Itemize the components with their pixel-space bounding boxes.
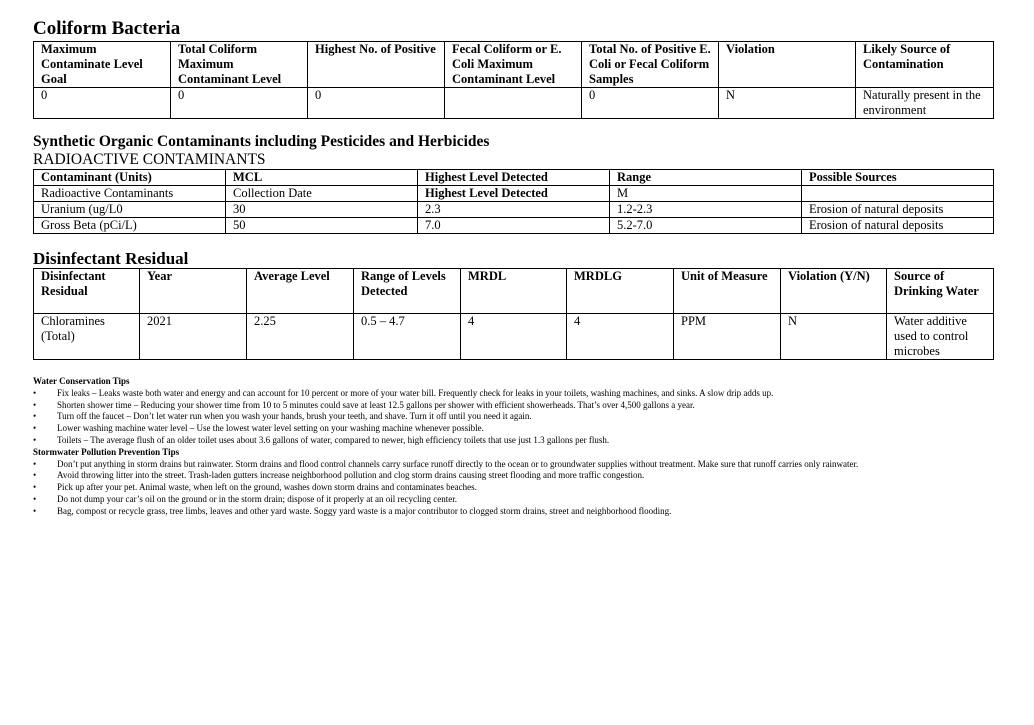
tips-section [33, 376, 993, 518]
table-cell: Erosion of natural deposits [802, 218, 994, 234]
column-header: Likely Source of Contamination [856, 42, 994, 88]
list-item-text: Do not dump your car’s oil on the ground or in the storm drain; dispose of it properly at an oil recycling center. [57, 493, 457, 504]
table-cell: 50 [226, 218, 418, 234]
table-cell: N [781, 314, 887, 360]
table-cell: Highest Level Detected [418, 186, 610, 202]
water-tips-list [33, 388, 993, 447]
list-item-text: Turn off the faucet – Don’t let water run when you wash your hands, brush your teeth, and shave. Turn it off until you need it again. [57, 411, 532, 422]
column-header: MRDLG [567, 269, 674, 314]
table-cell: Chloramines (Total) [34, 314, 140, 360]
table-cell: Naturally present in the environment [856, 88, 994, 119]
table-cell: 0.5 – 4.7 [354, 314, 461, 360]
list-item [33, 423, 993, 435]
list-item-text: Fix leaks – Leaks waste both water and energy and can account for 10 percent or more of your water bill. Frequently check for leaks in your toilets, washing machines, and sinks. A slow drip adds up. [57, 387, 774, 398]
list-item [33, 494, 993, 506]
table-cell [802, 186, 994, 202]
table-header-row [34, 269, 994, 314]
disinfectant-table [33, 268, 994, 360]
bullet-icon: • [33, 399, 37, 410]
storm-tips-title: Stormwater Pollution Prevention Tips [33, 446, 180, 457]
column-header: Range of Levels Detected [354, 269, 461, 314]
bullet-icon: • [33, 505, 37, 516]
table-cell: Collection Date [226, 186, 418, 202]
table-cell: PPM [674, 314, 781, 360]
column-header: MCL [226, 170, 418, 186]
radioactive-title: RADIOACTIVE CONTAMINANTS [33, 151, 266, 168]
bullet-icon: • [33, 387, 37, 398]
table-cell: 4 [567, 314, 674, 360]
synthetic-title: Synthetic Organic Contaminants including Pesticides and Herbicides [33, 133, 490, 150]
table-row [34, 186, 994, 202]
table-cell: 0 [582, 88, 719, 119]
column-header: Source of Drinking Water [887, 269, 994, 314]
list-item-text: Lower washing machine water level – Use the lowest water level setting on your washing machine whenever possible. [57, 423, 484, 434]
column-header: Violation [719, 42, 856, 88]
table-cell: Erosion of natural deposits [802, 202, 994, 218]
column-header: MRDL [461, 269, 567, 314]
table-row [34, 202, 994, 218]
table-cell: 5.2-7.0 [610, 218, 802, 234]
table-cell: Uranium (ug/L0 [34, 202, 226, 218]
column-header: Violation (Y/N) [781, 269, 887, 314]
water-tips-title: Water Conservation Tips [33, 376, 130, 386]
table-row [34, 88, 994, 119]
column-header: Highest No. of Positive [308, 42, 445, 88]
table-row [34, 314, 994, 360]
list-item-text: Bag, compost or recycle grass, tree limbs, leaves and other yard waste. Soggy yard waste is a major contributor to clogged storm drains, street and neighborhood flooding. [57, 505, 672, 516]
column-header: Contaminant (Units) [34, 170, 226, 186]
list-item-text: Avoid throwing litter into the street. Trash-laden gutters increase neighborhood pollution and clog storm drains causing street flooding and more traffic congestion. [57, 470, 645, 481]
coliform-table [33, 41, 994, 119]
list-item [33, 435, 993, 447]
bullet-icon: • [33, 411, 37, 422]
table-cell: M [610, 186, 802, 202]
table-cell: 2.25 [247, 314, 354, 360]
radioactive-table [33, 169, 994, 234]
table-cell: 0 [308, 88, 445, 119]
list-item-text: Don’t put anything in storm drains but rainwater. Storm drains and flood control channels carry surface runoff directly to the ocean or to groundwater supplies without treatment. Make sure that runoff carries only rainwater. [57, 458, 859, 469]
column-header: Highest Level Detected [418, 170, 610, 186]
bullet-icon: • [33, 434, 37, 445]
table-cell: 1.2-2.3 [610, 202, 802, 218]
bullet-icon: • [33, 470, 37, 481]
table-cell: 7.0 [418, 218, 610, 234]
list-item [33, 470, 993, 482]
column-header: Disinfectant Residual [34, 269, 140, 314]
column-header: Maximum Contaminate Level Goal [34, 42, 171, 88]
table-header-row [34, 42, 994, 88]
table-cell: 2.3 [418, 202, 610, 218]
list-item [33, 400, 993, 412]
document-page [33, 18, 993, 518]
column-header: Year [140, 269, 247, 314]
coliform-title: Coliform Bacteria [33, 18, 181, 39]
column-header: Total No. of Positive E. Coli or Fecal Coliform Samples [582, 42, 719, 88]
disinfectant-title: Disinfectant Residual [33, 249, 189, 268]
bullet-icon: • [33, 423, 37, 434]
column-header: Unit of Measure [674, 269, 781, 314]
table-row [34, 218, 994, 234]
table-header-row [34, 170, 994, 186]
table-cell: Water additive used to control microbes [887, 314, 994, 360]
list-item-text: Shorten shower time – Reducing your shower time from 10 to 5 minutes could save at least 12.5 gallons per shower with efficient showerheads. That’s over 4,500 gallons a year. [57, 399, 695, 410]
column-header: Range [610, 170, 802, 186]
bullet-icon: • [33, 458, 37, 469]
column-header: Average Level [247, 269, 354, 314]
list-item [33, 506, 993, 518]
list-item [33, 388, 993, 400]
list-item-text: Pick up after your pet. Animal waste, when left on the ground, washes down storm drains and contaminates beaches. [57, 482, 477, 493]
column-header: Possible Sources [802, 170, 994, 186]
list-item [33, 482, 993, 494]
bullet-icon: • [33, 482, 37, 493]
table-cell: 4 [461, 314, 567, 360]
list-item [33, 459, 993, 471]
table-cell: Radioactive Contaminants [34, 186, 226, 202]
list-item [33, 411, 993, 423]
storm-tips-list [33, 459, 993, 518]
column-header: Total Coliform Maximum Contaminant Level [171, 42, 308, 88]
table-cell: 0 [171, 88, 308, 119]
table-cell: 0 [34, 88, 171, 119]
table-cell: 30 [226, 202, 418, 218]
bullet-icon: • [33, 493, 37, 504]
table-cell: Gross Beta (pCi/L) [34, 218, 226, 234]
table-cell: N [719, 88, 856, 119]
list-item-text: Toilets – The average flush of an older toilet uses about 3.6 gallons of water, compared to newer, high efficiency toilets that use just 1.3 gallons per flush. [57, 434, 610, 445]
table-cell [445, 88, 582, 119]
table-cell: 2021 [140, 314, 247, 360]
column-header: Fecal Coliform or E. Coli Maximum Contaminant Level [445, 42, 582, 88]
